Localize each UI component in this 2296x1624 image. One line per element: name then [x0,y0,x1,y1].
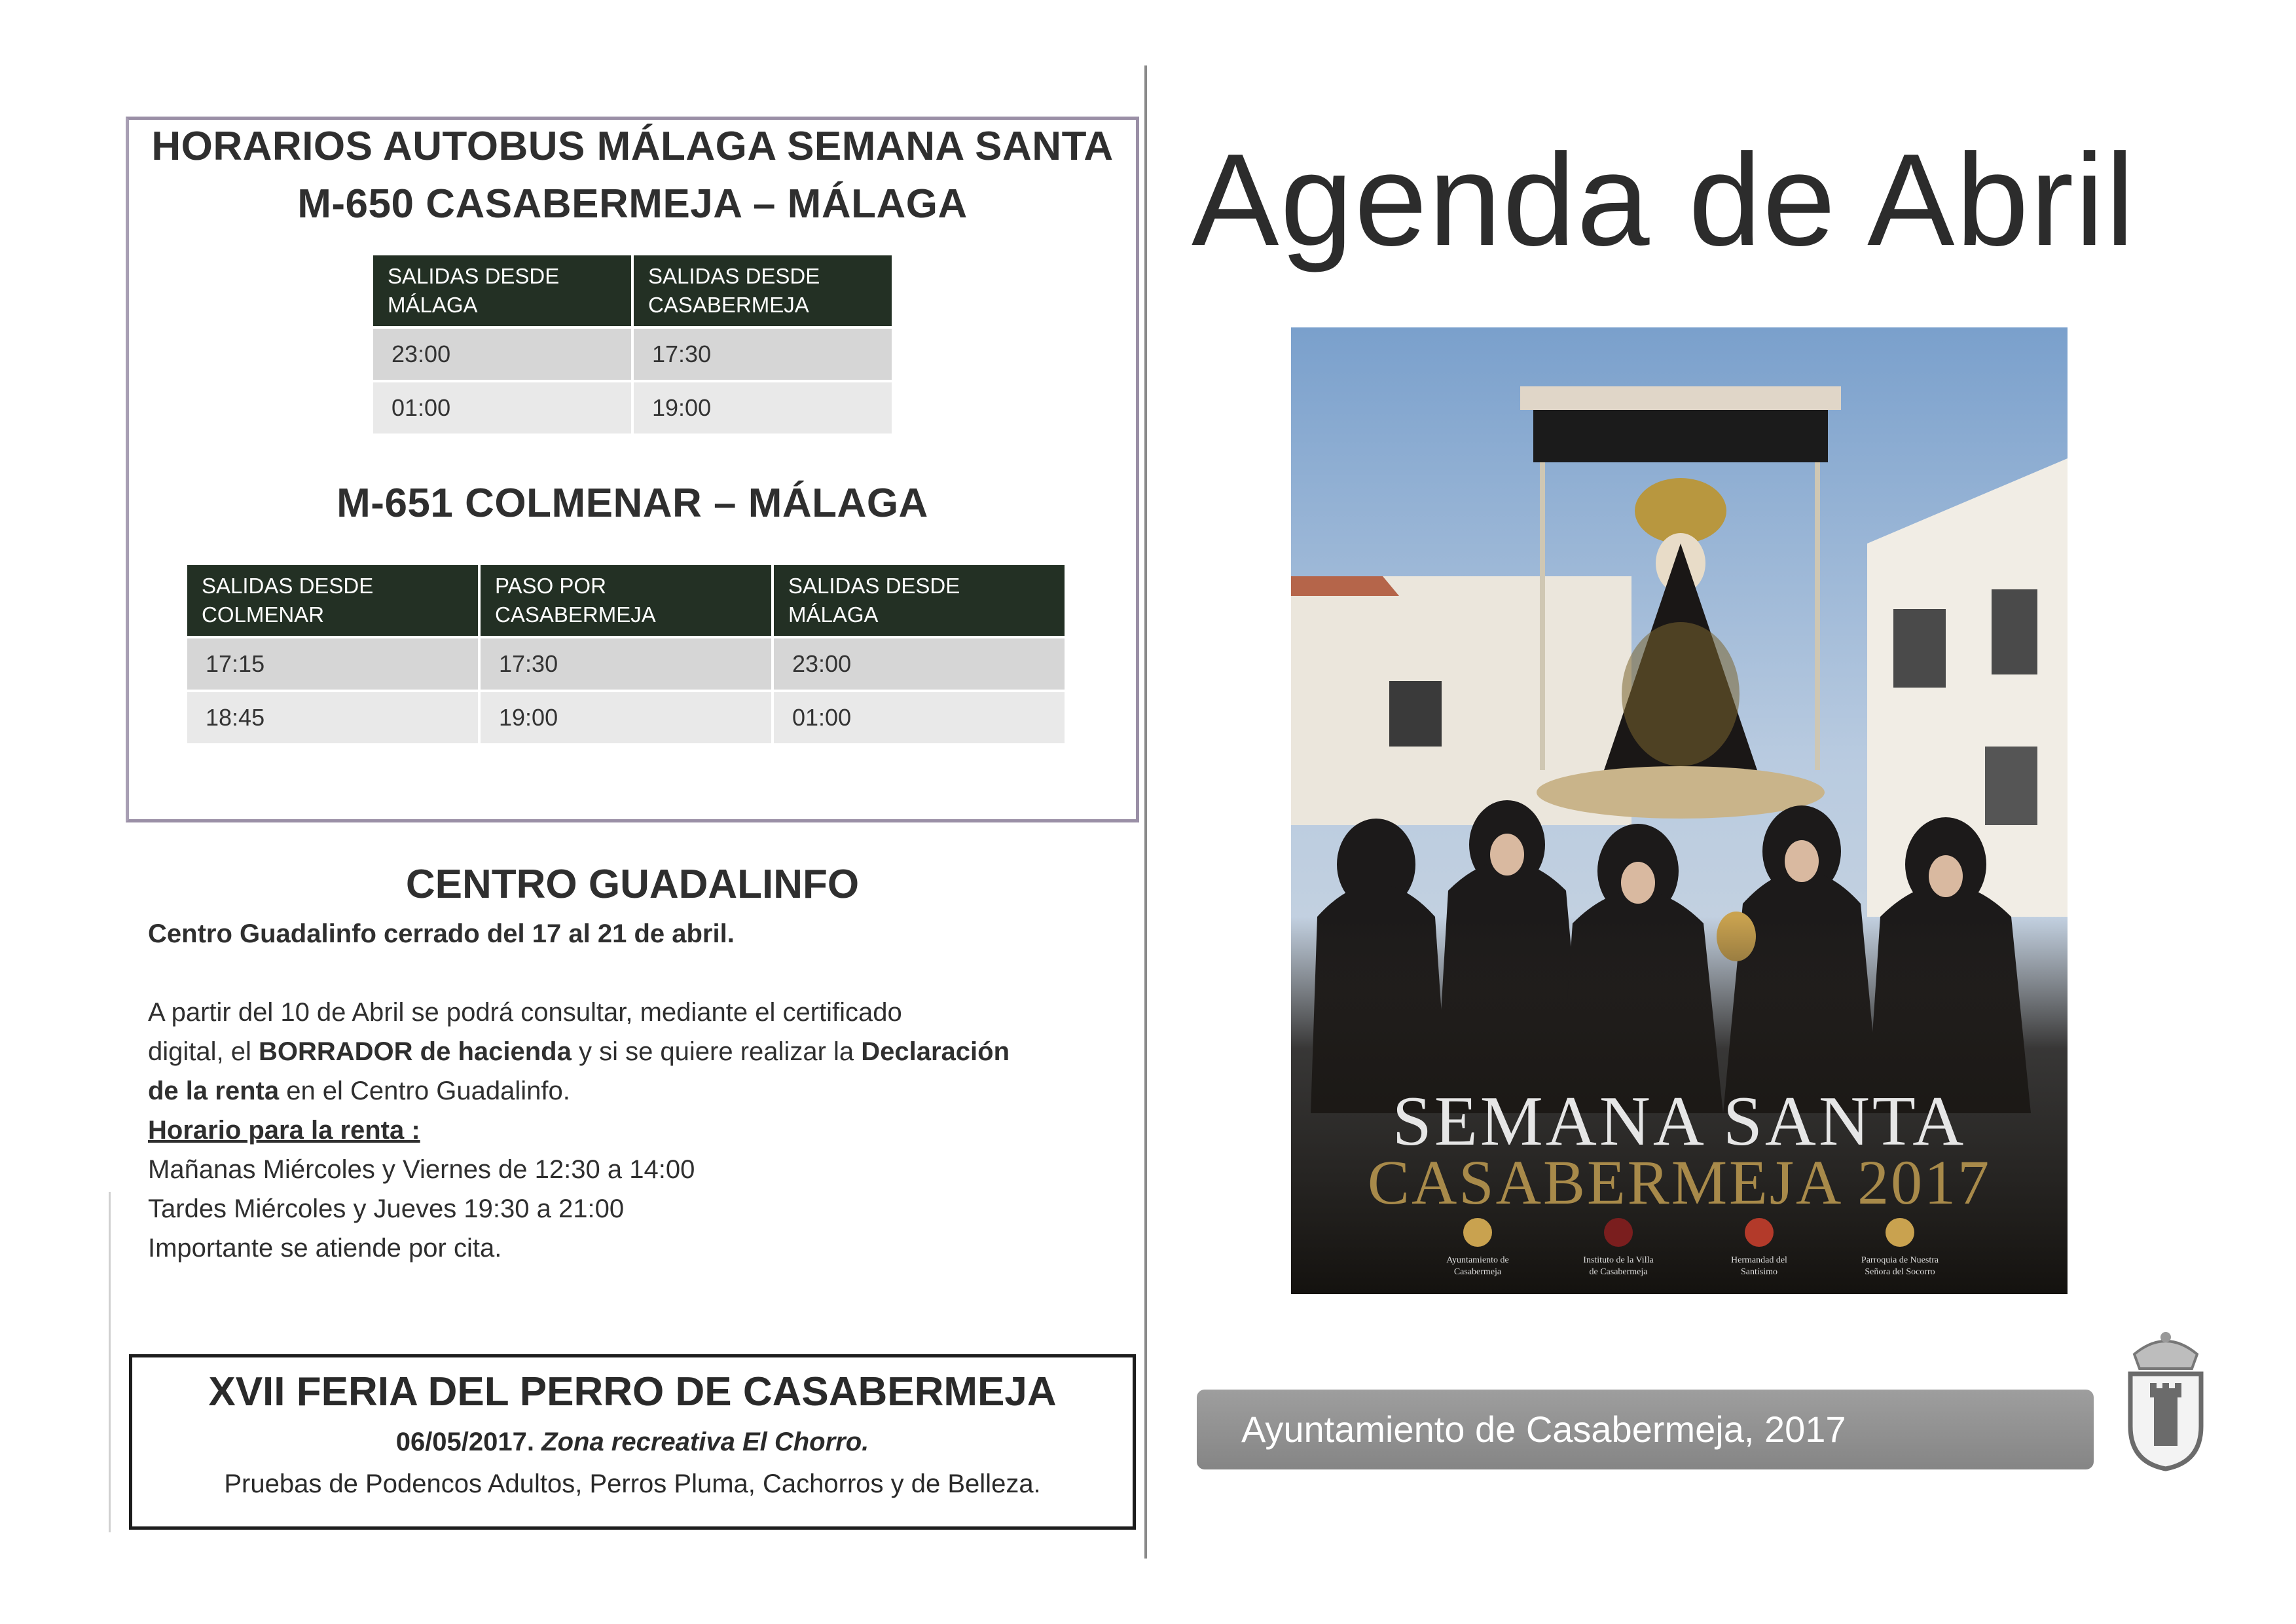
embroidery [1622,622,1740,766]
poster-line2: CASABERMEJA 2017 [1367,1147,1992,1217]
table-header-row [373,255,892,326]
feria-place: Zona recreativa El Chorro. [541,1428,869,1456]
table-cell: 19:00 [481,692,771,743]
canopy [1533,410,1828,462]
poster-illustration [1291,327,2068,1294]
horario-mananas: Mañanas Miércoles y Viernes de 12:30 a 14:00 [148,1155,695,1184]
ayuntamiento-crest-icon [1463,1218,1492,1247]
table-cell: 17:30 [481,638,771,690]
semana-santa-poster [1291,327,2068,1294]
page-edge [109,1192,111,1532]
logo-caption: Señora del Socorro [1865,1267,1935,1277]
guadalinfo-closed-notice: Centro Guadalinfo cerrado del 17 al 21 de abril. [148,919,735,948]
table-header: SALIDAS DESDE CASABERMEJA [634,255,892,326]
table-row [373,382,892,434]
flowers [1537,766,1825,819]
footer-bar: Ayuntamiento de Casabermeja, 2017 [1197,1390,2094,1469]
window [1985,747,2037,825]
feria-description: Pruebas de Podencos Adultos, Perros Pluma, Cachorros y de Belleza. [224,1469,1041,1498]
feria-title: XVII FERIA DEL PERRO DE CASABERMEJA [208,1369,1057,1414]
m651-table [185,563,1067,746]
poster-line1: SEMANA SANTA [1392,1082,1967,1160]
text-span: digital, el [148,1037,259,1066]
bus-title-line1: HORARIOS AUTOBUS MÁLAGA SEMANA SANTA [151,124,1114,169]
logo-caption: de Casabermeja [1589,1267,1648,1277]
renta-bold: de la renta [148,1077,280,1105]
table-row [373,329,892,380]
hermandad-crest-icon [1745,1218,1774,1247]
window [1389,681,1442,747]
logo-caption: Casabermeja [1453,1267,1502,1277]
table-cell: 01:00 [774,692,1065,743]
pole [1540,462,1545,770]
instituto-crest-icon [1604,1218,1633,1247]
canopy-top [1520,386,1841,410]
m650-table [371,253,894,436]
bus-title-line2: M-650 CASABERMEJA – MÁLAGA [297,181,968,227]
table-cell: 23:00 [373,329,631,380]
logo-caption: Santísimo [1740,1267,1778,1277]
table-cell: 17:15 [187,638,478,690]
borrador-bold: BORRADOR de hacienda [258,1037,572,1066]
text-span: y si se quiere realizar la [571,1037,862,1066]
roof-left [1291,576,1399,596]
table-cell: 17:30 [634,329,892,380]
table-header: SALIDAS DESDE COLMENAR [187,565,478,636]
table-cell: 18:45 [187,692,478,743]
casabermeja-shield-icon [2121,1328,2210,1472]
window [1992,589,2037,674]
feria-date-line [129,1428,1136,1457]
declaracion-bold: Declaración [861,1037,1010,1066]
pole [1815,462,1820,770]
renta-text-line2 [148,1037,1010,1067]
table-cell: 01:00 [373,382,631,434]
importante-cita: Importante se atiende por cita. [148,1234,502,1263]
fold-line [1144,65,1147,1559]
feria-date: 06/05/2017. [395,1428,535,1456]
logo-caption: Instituto de la Villa [1583,1255,1654,1265]
table-row [187,692,1065,743]
table-header: SALIDAS DESDE MÁLAGA [774,565,1065,636]
horario-tardes: Tardes Miércoles y Jueves 19:30 a 21:00 [148,1194,625,1223]
table-cell: 23:00 [774,638,1065,690]
agenda-title: Agenda de Abril [1192,127,2136,273]
window [1893,609,1946,688]
text-span: en el Centro Guadalinfo. [279,1077,570,1105]
table-cell: 19:00 [634,382,892,434]
renta-text-line3 [148,1077,570,1106]
logo-caption: Ayuntamiento de [1446,1255,1509,1265]
logo-caption: Hermandad del [1731,1255,1787,1265]
table-row [187,638,1065,690]
logo-caption: Parroquia de Nuestra [1861,1255,1939,1265]
table-header: SALIDAS DESDE MÁLAGA [373,255,631,326]
table-header: PASO POR CASABERMEJA [481,565,771,636]
horario-renta-label: Horario para la renta : [148,1116,420,1145]
m651-title: M-651 COLMENAR – MÁLAGA [337,481,928,526]
guadalinfo-title: CENTRO GUADALINFO [405,862,860,907]
renta-text-line1: A partir del 10 de Abril se podrá consultar, mediante el certificado [148,998,902,1027]
table-header-row [187,565,1065,636]
parroquia-crest-icon [1886,1218,1914,1247]
